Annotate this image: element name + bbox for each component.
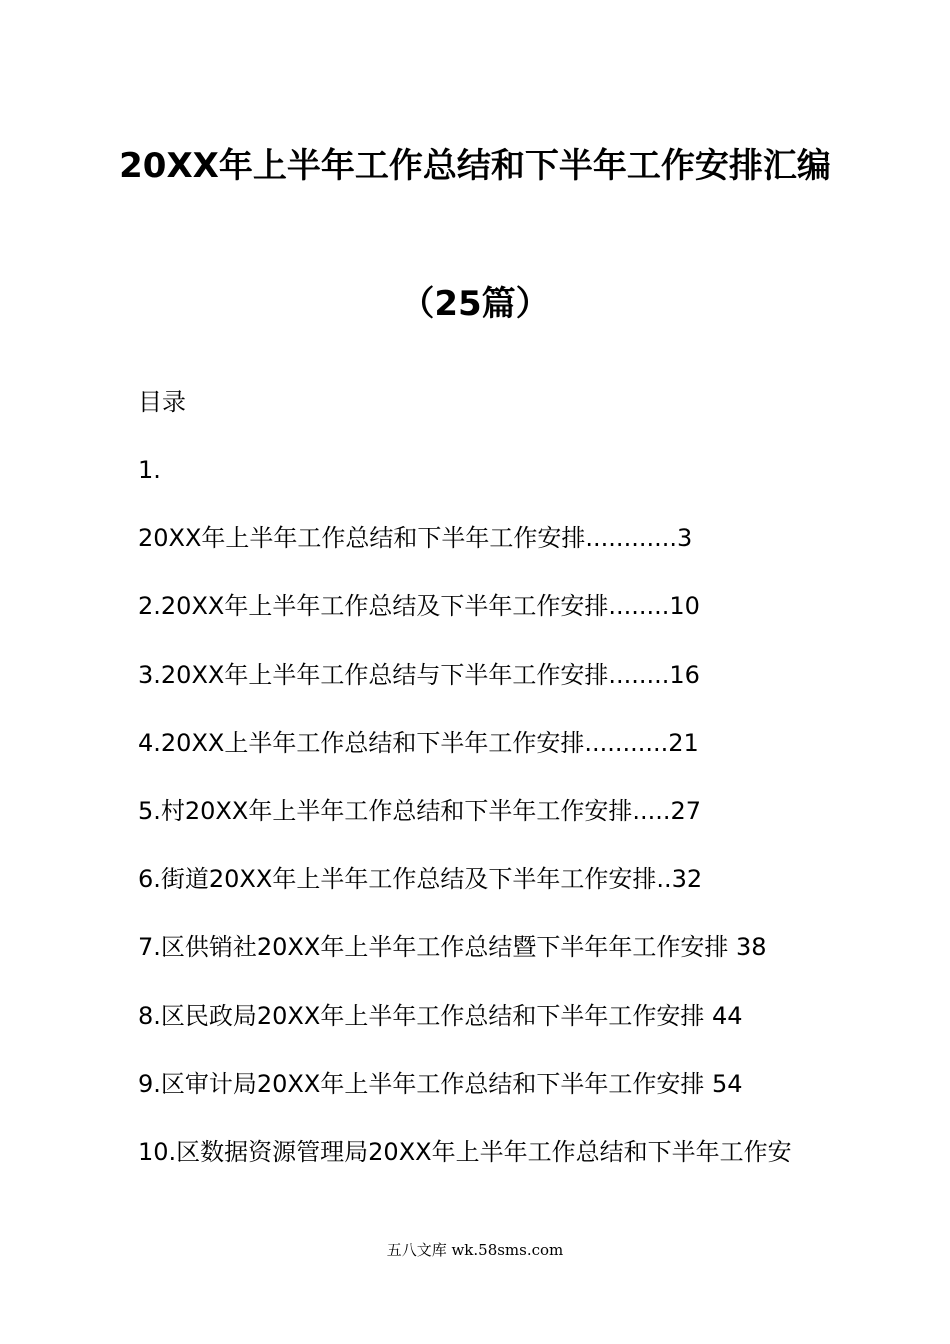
toc-heading: 目录 [138,388,186,416]
toc-line: 10.区数据资源管理局20XX年上半年工作总结和下半年工作安 [138,1137,792,1166]
document-subtitle: （25篇） [400,284,550,324]
toc-line: 8.区民政局20XX年上半年工作总结和下半年工作安排 44 [138,1001,743,1030]
toc-line: 6.街道20XX年上半年工作总结及下半年工作安排..32 [138,865,703,894]
document-title: 20XX年上半年工作总结和下半年工作安排汇编 [119,146,831,186]
toc-line: 4.20XX上半年工作总结和下半年工作安排...........21 [138,728,699,757]
toc-line: 5.村20XX年上半年工作总结和下半年工作安排.....27 [138,796,702,825]
toc-list [138,454,792,1204]
toc-line: 9.区审计局20XX年上半年工作总结和下半年工作安排 54 [138,1069,743,1098]
footer-watermark: 五八文库 wk.58sms.com [386,1241,564,1259]
toc-line: 20XX年上半年工作总结和下半年工作安排............3 [138,524,693,553]
toc-line: 3.20XX年上半年工作总结与下半年工作安排........16 [138,660,700,689]
toc-line: 2.20XX年上半年工作总结及下半年工作安排........10 [138,592,700,621]
toc-line: 7.区供销社20XX年上半年工作总结暨下半年年工作安排 38 [138,933,767,962]
toc-line: 1. [138,456,161,484]
